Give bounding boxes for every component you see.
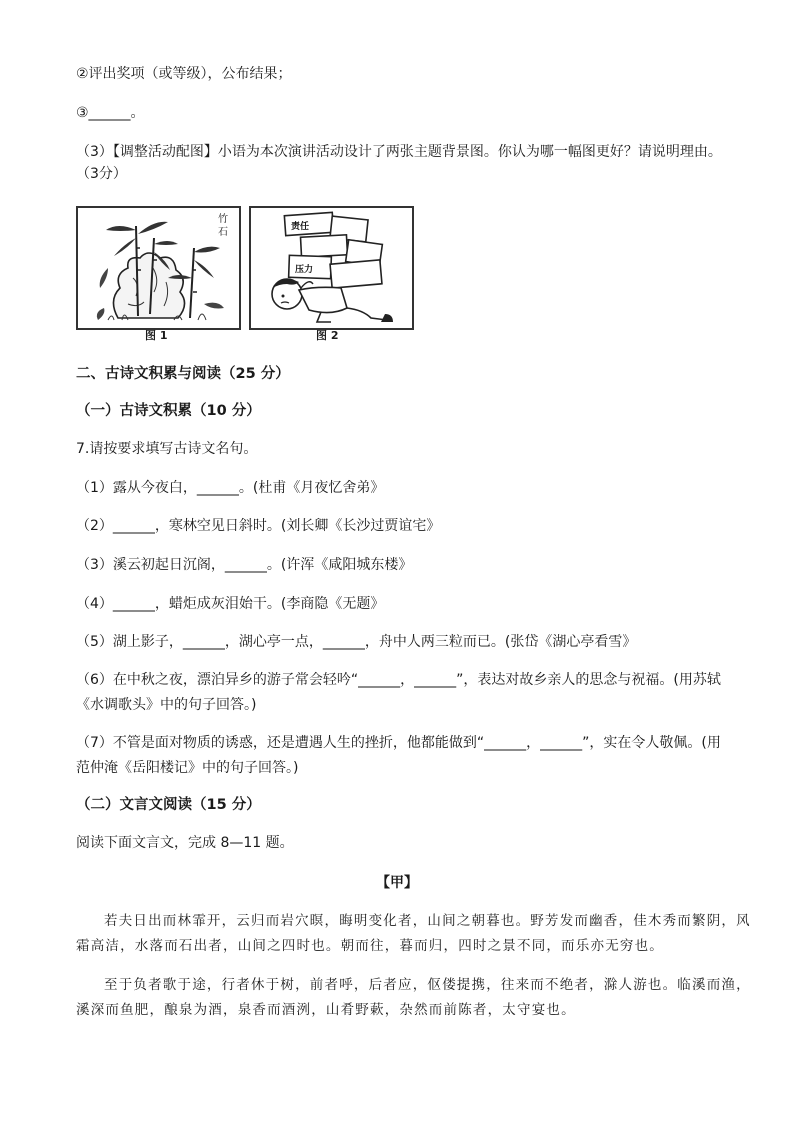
poem-item-4: （4）______，蜡炬成灰泪始干。(李商隐《无题》 [76,596,385,612]
poem-item-6-line-1: （6）在中秋之夜，漂泊异乡的游子常会轻吟“______，______”，表达对故乡亲人的思念与祝福。(用苏轼 [76,672,721,688]
figure-1-caption: 图 1 [145,329,168,342]
part-2-title: （二）文言文阅读（15 分） [76,797,261,813]
box-label-responsibility: 责任 [291,222,310,232]
poem-item-3: （3）溪云初起日沉阁，______。(许浑《咸阳城东楼》 [76,557,413,573]
figure-1-corner-label-2: 石 [218,227,228,238]
bamboo-rock-illustration [78,208,239,328]
poem-item-6-line-2: 《水调歌头》中的句子回答。) [76,697,257,713]
boy-carrying-boxes-illustration [251,208,412,328]
passage-paragraph-1-line-1: 若夫日出而林霏开，云归而岩穴暝，晦明变化者，山间之朝暮也。野芳发而幽香，佳木秀而繁阴，风 [104,913,751,929]
section-2-title: 二、古诗文积累与阅读（25 分） [76,366,290,382]
activity-step-3: ③______。 [76,105,145,121]
passage-paragraph-1-line-2: 霜高洁，水落而石出者，山间之四时也。朝而往，暮而归，四时之景不同，而乐亦无穷也。 [76,938,664,954]
question-7-intro: 7.请按要求填写古诗文名句。 [76,441,258,457]
question-3-text: （3）【调整活动配图】小语为本次演讲活动设计了两张主题背景图。你认为哪一幅图更好？请说明理由。 [76,144,722,160]
part-2-intro: 阅读下面文言文，完成 8—11 题。 [76,835,294,851]
box-label-pressure: 压力 [295,265,314,275]
figure-2-caption: 图 2 [316,329,339,342]
poem-item-2: （2）______，寒林空见日斜时。(刘长卿《长沙过贾谊宅》 [76,518,441,534]
poem-item-5: （5）湖上影子，______，湖心亭一点，______，舟中人两三粒而已。(张岱《湖心亭看雪》 [76,634,637,650]
figure-1-corner-label-1: 竹 [218,214,228,225]
poem-item-7-line-2: 范仲淹《岳阳楼记》中的句子回答。) [76,760,299,776]
poem-item-1: （1）露从今夜白，______。(杜甫《月夜忆舍弟》 [76,480,385,496]
part-1-title: （一）古诗文积累（10 分） [76,403,261,419]
poem-item-7-line-1: （7）不管是面对物质的诱惑，还是遭遇人生的挫折，他都能做到“______，______”，实在令人敬佩。(用 [76,735,721,751]
figure-2-boy-with-boxes [249,206,414,330]
passage-label: 【甲】 [376,875,418,891]
figure-1-bamboo-rock [76,206,241,330]
question-3-score: （3分） [76,166,127,182]
activity-step-2: ②评出奖项（或等级），公布结果； [76,66,292,82]
passage-paragraph-2-line-2: 溪深而鱼肥，酿泉为酒，泉香而酒洌，山肴野蔌，杂然而前陈者，太守宴也。 [76,1002,576,1018]
passage-paragraph-2-line-1: 至于负者歌于途，行者休于树，前者呼，后者应，伛偻提携，往来而不绝者，滁人游也。临溪而渔， [104,977,751,993]
